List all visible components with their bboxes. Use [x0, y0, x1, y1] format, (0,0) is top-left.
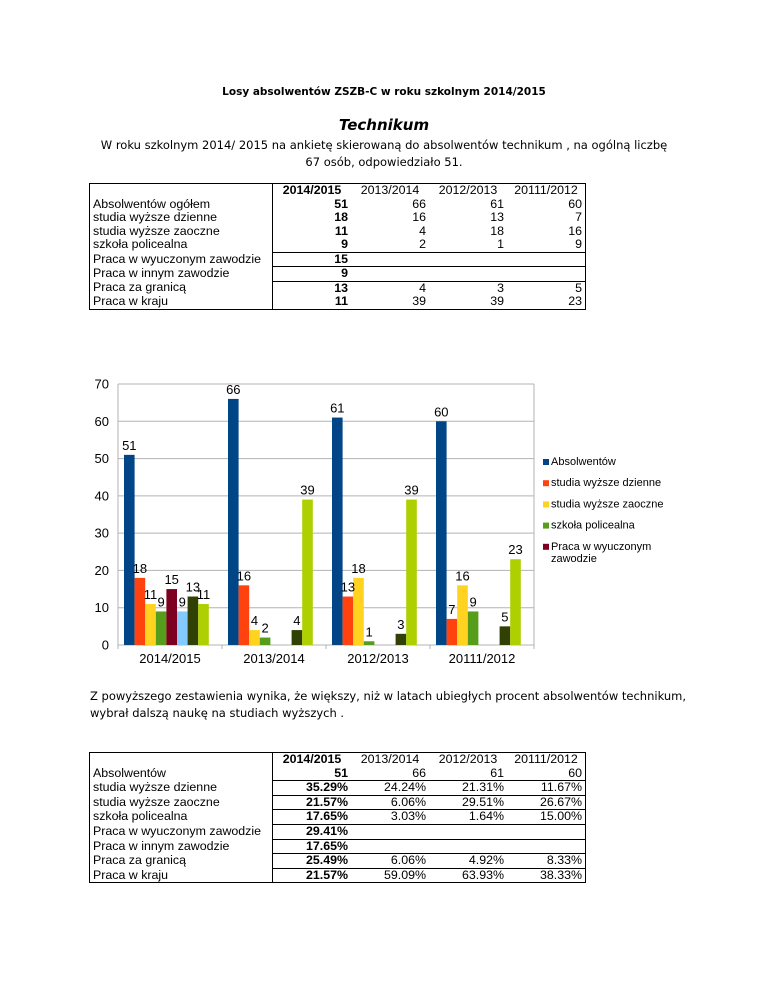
cell: 8.33%	[507, 854, 586, 869]
cell: 11.67%	[507, 781, 586, 796]
row-label: Praca w innym zawodzie	[90, 267, 273, 282]
document-title: Losy absolwentów ZSZB-C w roku szkolnym 2014/2015	[222, 86, 546, 98]
bar	[292, 630, 303, 645]
table-header-2013-2014: 2013/2014	[351, 753, 429, 767]
cell: 66	[412, 765, 426, 780]
bar	[364, 641, 375, 645]
cell: 39	[429, 295, 507, 309]
bar	[166, 589, 177, 645]
cell: 6.06%	[351, 795, 429, 810]
cell: 17.65%	[273, 839, 352, 854]
cell: 2	[419, 237, 426, 251]
data-label: 2	[261, 620, 269, 636]
legend-swatch	[543, 459, 549, 465]
cell: 21.57%	[273, 868, 352, 883]
data-label: 61	[330, 400, 345, 416]
cell: 66	[412, 196, 426, 211]
data-label: 5	[501, 609, 509, 625]
table-header-2013-2014: 2013/2014	[351, 184, 429, 198]
cell: 16	[412, 210, 426, 224]
data-label: 9	[469, 594, 477, 610]
y-tick-label: 50	[94, 451, 109, 467]
row-label: Praca w kraju	[90, 868, 273, 883]
row-label: Absolwentów	[90, 767, 273, 781]
x-tick-label: 2012/2013	[347, 651, 409, 666]
table-row	[90, 810, 586, 825]
cell: 39	[351, 295, 429, 309]
intro-paragraph: W roku szkolnym 2014/ 2015 na ankietę skierowaną do absolwentów technikum , na ogólną liczbę 67 osób, odpowiedziało 51.	[100, 138, 668, 169]
cell: 9	[273, 267, 352, 282]
data-label: 3	[397, 616, 405, 632]
table-row	[90, 252, 586, 267]
bar	[249, 630, 260, 645]
cell: 4	[419, 223, 426, 238]
x-tick-label: 20111/2012	[448, 651, 516, 666]
data-label: 16	[236, 568, 252, 584]
cell: 35.29%	[273, 781, 352, 796]
bar	[436, 421, 447, 645]
data-label: 13	[185, 579, 201, 595]
row-label: Praca w wyuczonym zawodzie	[90, 252, 273, 267]
table-row	[90, 839, 586, 854]
cell: 18	[334, 210, 348, 224]
data-label: 51	[122, 437, 137, 453]
row-label: Praca za granicą	[90, 854, 273, 869]
table-row	[90, 824, 586, 839]
cell: 13	[490, 210, 504, 224]
row-label: Praca w innym zawodzie	[90, 839, 273, 854]
cell: 15.00%	[507, 810, 586, 825]
row-label: Praca w kraju	[90, 295, 273, 309]
graduates-percent-table	[89, 752, 586, 883]
cell	[351, 824, 429, 839]
summary-paragraph: Z powyższego zestawienia wynika, że większy, niż w latach ubiegłych procent absolwentów technikum, wybrał dalszą naukę na studiach wyższych .	[90, 689, 687, 720]
cell: 11	[273, 295, 352, 309]
cell	[507, 252, 586, 267]
legend-label: studia wyższe dzienne	[551, 477, 662, 490]
table-row	[90, 795, 586, 810]
table-header-2014-2015: 2014/2015	[273, 753, 352, 767]
data-label: 18	[132, 560, 148, 576]
chart-legend	[543, 456, 664, 565]
y-tick-label: 60	[94, 413, 109, 429]
cell: 51	[334, 765, 348, 780]
cell: 6.06%	[351, 854, 429, 869]
cell: 29.41%	[273, 824, 352, 839]
legend-label: studia wyższe zaoczne	[551, 498, 664, 511]
document-subtitle: Technikum	[338, 116, 430, 134]
bar	[510, 559, 521, 645]
legend-swatch	[543, 544, 549, 550]
data-label: 1	[365, 624, 373, 640]
cell: 21.31%	[429, 781, 507, 796]
table-header-empty	[90, 184, 273, 198]
table-row	[90, 238, 586, 252]
legend-swatch	[543, 523, 549, 529]
cell	[507, 267, 586, 282]
row-label: studia wyższe dzienne	[90, 211, 273, 225]
bar	[406, 500, 417, 645]
cell	[351, 252, 429, 267]
data-label: 39	[300, 482, 315, 498]
bar	[343, 597, 354, 645]
cell: 4.92%	[429, 854, 507, 869]
table-row	[90, 267, 586, 282]
table-row	[90, 211, 586, 225]
bar	[396, 634, 407, 645]
x-tick-label: 2014/2015	[139, 651, 201, 666]
cell: 9	[341, 237, 348, 251]
bar	[239, 585, 250, 645]
bar	[198, 604, 209, 645]
bar	[457, 585, 468, 645]
row-label: studia wyższe zaoczne	[90, 225, 273, 239]
bar	[500, 626, 511, 645]
cell: 5	[507, 281, 586, 295]
data-label: 15	[164, 572, 179, 588]
table-row	[90, 295, 586, 309]
cell: 21.57%	[273, 795, 352, 810]
legend-label: szkoła policealna	[551, 519, 635, 532]
cell	[429, 267, 507, 282]
data-label: 4	[250, 613, 259, 629]
y-tick-label: 0	[101, 637, 109, 653]
cell: 60	[507, 198, 586, 212]
data-label: 9	[178, 594, 186, 610]
legend-label: Praca w wyuczonym	[551, 540, 652, 553]
cell: 38.33%	[507, 868, 586, 883]
bar	[156, 611, 167, 645]
cell: 25.49%	[273, 854, 352, 869]
y-tick-label: 10	[94, 600, 109, 616]
cell: 23	[507, 295, 586, 309]
cell: 7	[507, 211, 586, 225]
table-header-2011-2012: 20111/2012	[507, 184, 586, 198]
data-label: 16	[455, 568, 470, 584]
table-header-2011-2012: 20111/2012	[507, 753, 586, 767]
bar	[302, 500, 313, 645]
cell: 9	[507, 238, 586, 252]
table-header-row	[90, 184, 586, 198]
y-tick-label: 70	[94, 376, 109, 392]
graduates-count-table	[89, 183, 586, 310]
bar	[124, 455, 135, 645]
bar	[332, 418, 343, 645]
row-label: szkoła policealna	[90, 810, 273, 825]
legend-label: Absolwentów	[551, 456, 616, 468]
cell: 59.09%	[351, 868, 429, 883]
data-label: 7	[448, 601, 456, 617]
bar	[145, 604, 156, 645]
legend-label-cont: zawodzie	[551, 552, 597, 565]
x-tick-label: 2013/2014	[243, 651, 305, 666]
data-label: 9	[157, 594, 165, 610]
table-row	[90, 854, 586, 869]
data-label: 66	[226, 381, 241, 397]
row-label: studia wyższe zaoczne	[90, 795, 273, 810]
table-header-row	[90, 753, 586, 767]
y-tick-label: 20	[94, 562, 109, 578]
table-row	[90, 868, 586, 883]
data-label: 23	[508, 542, 523, 558]
bar	[188, 597, 199, 645]
table-row	[90, 281, 586, 295]
y-tick-label: 30	[94, 525, 109, 541]
cell: 24.24%	[351, 781, 429, 796]
cell: 4	[351, 281, 429, 295]
table-row	[90, 225, 586, 239]
row-label: Praca w wyuczonym zawodzie	[90, 824, 273, 839]
data-label: 13	[340, 579, 356, 595]
cell: 60	[507, 767, 586, 781]
cell: 3	[429, 281, 507, 295]
table-row	[90, 767, 586, 781]
bar	[447, 619, 458, 645]
data-label: 4	[293, 613, 301, 629]
cell	[429, 839, 507, 854]
data-label: 18	[351, 560, 366, 576]
bar	[177, 611, 188, 645]
data-label: 60	[434, 404, 449, 420]
bar	[468, 611, 479, 645]
cell	[429, 824, 507, 839]
bar	[260, 638, 271, 645]
cell	[351, 267, 429, 282]
legend-swatch	[543, 480, 549, 486]
cell: 29.51%	[429, 795, 507, 810]
data-label: 39	[404, 482, 419, 498]
cell	[429, 252, 507, 267]
row-label: szkoła policealna	[90, 238, 273, 252]
row-label: Praca za granicą	[90, 281, 273, 295]
table-header-2012-2013: 2012/2013	[429, 753, 507, 767]
cell: 26.67%	[507, 795, 586, 810]
y-tick-label: 40	[94, 488, 109, 504]
table-header-2014-2015: 2014/2015	[273, 184, 352, 198]
row-label: Absolwentów ogółem	[90, 198, 273, 212]
cell: 3.03%	[351, 810, 429, 825]
cell: 63.93%	[429, 868, 507, 883]
cell	[351, 839, 429, 854]
table-header-empty	[90, 753, 273, 767]
table-row	[90, 781, 586, 796]
bar	[228, 399, 239, 645]
cell: 11	[334, 223, 348, 238]
legend-swatch	[543, 501, 549, 507]
cell: 61	[490, 765, 504, 780]
cell: 17.65%	[273, 810, 352, 825]
data-label: 11	[143, 586, 158, 602]
cell	[507, 824, 586, 839]
cell: 1	[497, 237, 504, 251]
cell	[507, 839, 586, 854]
cell: 1.64%	[429, 810, 507, 825]
cell: 15	[273, 252, 352, 267]
cell: 13	[273, 281, 352, 295]
graduates-bar-chart	[88, 368, 668, 668]
cell: 18	[490, 223, 504, 238]
cell: 51	[334, 196, 348, 211]
table-row	[90, 198, 586, 212]
row-label: studia wyższe dzienne	[90, 781, 273, 796]
cell: 16	[507, 225, 586, 239]
cell: 61	[490, 196, 504, 211]
data-label: 11	[196, 586, 211, 602]
table-header-2012-2013: 2012/2013	[429, 184, 507, 198]
